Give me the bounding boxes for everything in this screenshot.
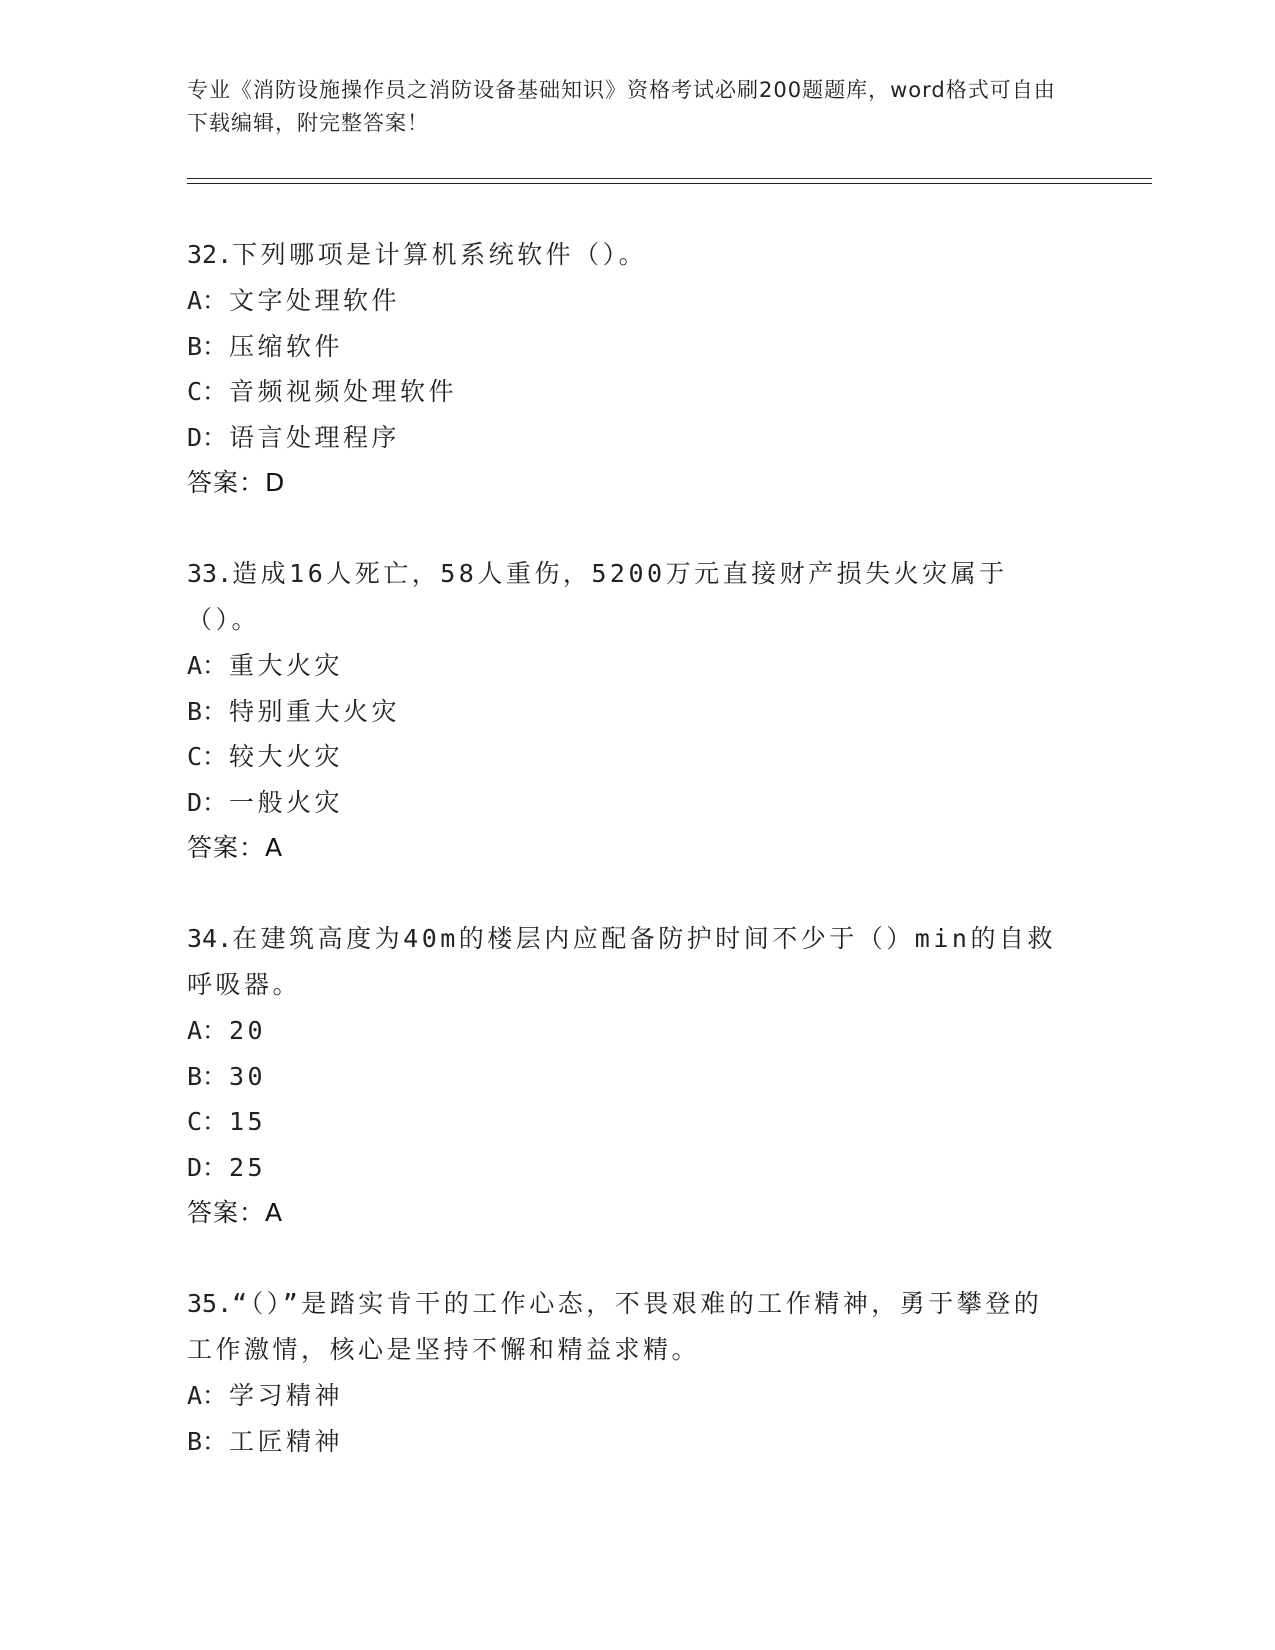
header-intro-text: 专业《消防设施操作员之消防设备基础知识》资格考试必刷200题题库，word格式可自由下载编辑，附完整答案！ xyxy=(187,78,1056,135)
option-a xyxy=(187,1008,1067,1054)
option-letter: B： xyxy=(187,1426,228,1456)
header-rule-bottom xyxy=(187,183,1152,184)
option-text: 20 xyxy=(229,1016,267,1045)
option-letter: B： xyxy=(187,696,228,726)
document-header xyxy=(187,74,1067,140)
option-text: 15 xyxy=(229,1107,267,1136)
option-text: 学习精神 xyxy=(229,1381,344,1410)
option-c xyxy=(187,369,1067,415)
option-text: 压缩软件 xyxy=(229,331,344,361)
option-letter: A： xyxy=(187,1016,228,1045)
option-text: 音频视频处理软件 xyxy=(229,377,458,406)
option-letter: A： xyxy=(187,1381,228,1410)
option-letter: A： xyxy=(187,286,228,315)
option-letter: D： xyxy=(187,1152,228,1182)
question-number: 32. xyxy=(187,240,233,269)
option-text: 一般火灾 xyxy=(229,787,344,817)
option-d xyxy=(187,780,1067,826)
option-a xyxy=(187,278,1067,324)
option-b xyxy=(187,1419,1067,1465)
option-d xyxy=(187,1145,1067,1191)
question-stem xyxy=(187,1281,1067,1373)
question-33 xyxy=(187,551,1067,871)
option-letter: C： xyxy=(187,742,228,771)
option-letter: D： xyxy=(187,422,228,452)
question-number: 34. xyxy=(187,924,233,953)
option-b xyxy=(187,689,1067,735)
option-letter: B： xyxy=(187,331,228,361)
option-text: 较大火灾 xyxy=(229,742,344,771)
option-b xyxy=(187,324,1067,370)
option-text: 30 xyxy=(229,1061,267,1091)
option-letter: A： xyxy=(187,651,228,680)
question-number: 33. xyxy=(187,559,233,588)
answer-line: 答案：A xyxy=(187,1198,284,1227)
question-stem xyxy=(187,916,1067,1008)
option-c xyxy=(187,734,1067,780)
answer-line: 答案：A xyxy=(187,833,284,862)
option-letter: B： xyxy=(187,1061,228,1091)
question-list xyxy=(187,232,1067,1509)
question-text: 下列哪项是计算机系统软件（）。 xyxy=(232,240,648,269)
question-34 xyxy=(187,916,1067,1236)
question-number: 35. xyxy=(187,1289,233,1318)
option-d xyxy=(187,415,1067,461)
option-text: 工匠精神 xyxy=(229,1426,344,1456)
option-text: 文字处理软件 xyxy=(229,286,401,315)
question-text: 造成16人死亡，58人重伤，5200万元直接财产损失火灾属于（）。 xyxy=(187,559,1008,634)
option-letter: C： xyxy=(187,377,228,406)
option-text: 特别重大火灾 xyxy=(229,696,401,726)
option-letter: C： xyxy=(187,1107,228,1136)
option-text: 重大火灾 xyxy=(229,651,344,680)
question-35 xyxy=(187,1281,1067,1464)
header-rule-top xyxy=(187,178,1152,179)
question-text: 在建筑高度为40m的楼层内应配备防护时间不少于（）min的自救呼吸器。 xyxy=(187,924,1056,999)
option-text: 语言处理程序 xyxy=(229,422,401,452)
answer-line: 答案：D xyxy=(187,468,286,497)
option-b xyxy=(187,1054,1067,1100)
question-stem xyxy=(187,232,1067,278)
question-stem xyxy=(187,551,1067,643)
question-32 xyxy=(187,232,1067,506)
option-c xyxy=(187,1099,1067,1145)
question-text: “（）”是踏实肯干的工作心态，不畏艰难的工作精神，勇于攀登的工作激情，核心是坚持不懈和精益求精。 xyxy=(187,1289,1043,1364)
option-a xyxy=(187,643,1067,689)
option-text: 25 xyxy=(229,1152,267,1182)
option-letter: D： xyxy=(187,787,228,817)
option-a xyxy=(187,1373,1067,1419)
